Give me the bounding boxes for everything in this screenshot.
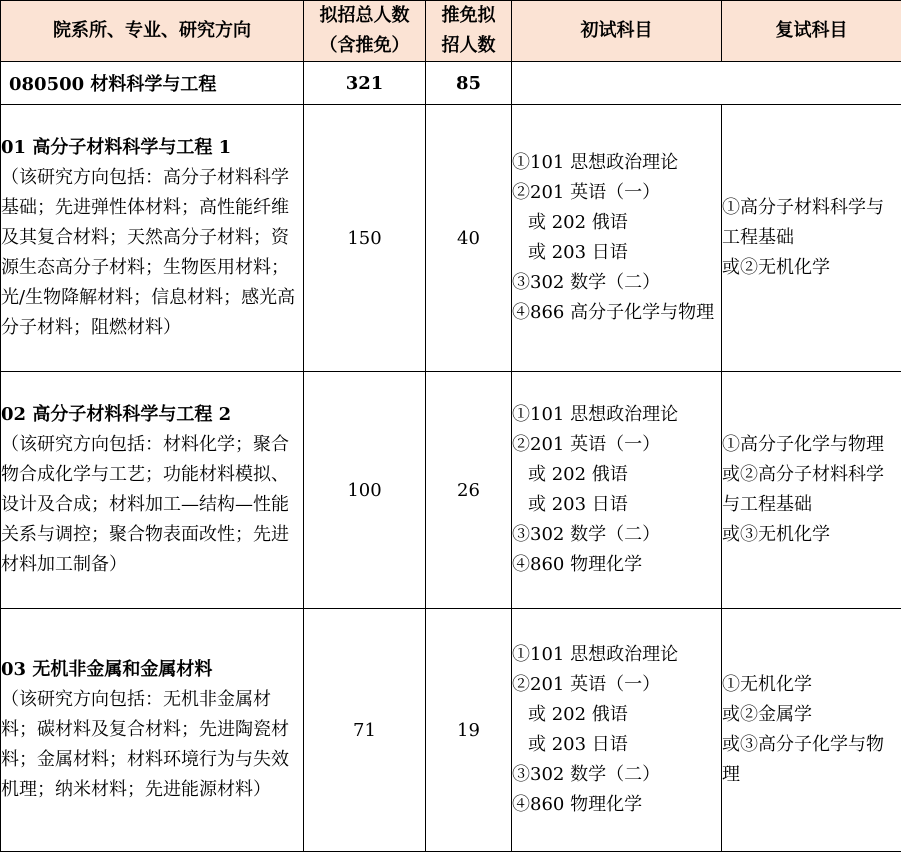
exam-subject: ④866 高分子化学与物理 (512, 302, 715, 323)
retest-subject: ①无机化学 (722, 674, 812, 695)
major-row (1, 62, 901, 105)
direction-cell (1, 609, 304, 852)
exam-subject: ①101 思想政治理论 (512, 152, 679, 173)
table-row (1, 609, 901, 852)
exam-subject: 或 202 俄语 (528, 704, 628, 725)
header-total-quota (304, 1, 426, 62)
header-exempt-quota (426, 1, 512, 62)
exam-subject: ④860 物理化学 (512, 554, 643, 575)
exam-subject: ③302 数学（二） (512, 272, 661, 293)
header-initial-exam: 初试科目 (512, 1, 722, 62)
major-total: 321 (304, 62, 426, 105)
exam-subject: 或 203 日语 (528, 242, 628, 263)
retest-subjects (722, 609, 901, 852)
table-row (1, 372, 901, 609)
exam-subject: ②201 英语（一） (512, 434, 661, 455)
table-row (1, 105, 901, 372)
direction-title: 02 高分子材料科学与工程 2 (1, 404, 232, 425)
retest-subjects (722, 372, 901, 609)
header-exempt-quota-line2: 招人数 (441, 35, 496, 56)
major-exempt: 85 (426, 62, 512, 105)
header-department: 院系所、专业、研究方向 (1, 1, 304, 62)
retest-subject: ①高分子化学与物理 (722, 434, 884, 455)
exam-subject: ②201 英语（一） (512, 674, 661, 695)
exam-subject: ②201 英语（一） (512, 182, 661, 203)
direction-exempt: 40 (426, 105, 512, 372)
direction-description: （该研究方向包括：高分子材料科学基础；先进弹性体材料；高性能纤维及其复合材料；天然高分子材料；资源生态高分子材料；生物医用材料；光/生物降解材料；信息材料；感光高分子材料；阻燃材料） (1, 167, 296, 338)
major-empty-cell (512, 62, 901, 105)
exam-subject: 或 203 日语 (528, 734, 628, 755)
exam-subject: ④860 物理化学 (512, 794, 643, 815)
exam-subject: ③302 数学（二） (512, 764, 661, 785)
direction-total: 71 (304, 609, 426, 852)
table-header-row (1, 1, 901, 62)
retest-subject: 或②金属学 (722, 704, 812, 725)
exam-subject: 或 203 日语 (528, 494, 628, 515)
exam-subject: ③302 数学（二） (512, 524, 661, 545)
retest-subject: 或②高分子材料科学与工程基础 (722, 464, 884, 515)
exam-subject: 或 202 俄语 (528, 464, 628, 485)
direction-title: 01 高分子材料科学与工程 1 (1, 137, 232, 158)
retest-subject: ①高分子材料科学与工程基础 (722, 197, 884, 248)
direction-cell (1, 372, 304, 609)
direction-cell (1, 105, 304, 372)
major-name: 080500 材料科学与工程 (1, 62, 304, 105)
header-total-quota-line1: 拟招总人数 (319, 5, 410, 26)
initial-exam-subjects (512, 105, 722, 372)
direction-exempt: 26 (426, 372, 512, 609)
direction-title: 03 无机非金属和金属材料 (1, 659, 213, 680)
direction-description: （该研究方向包括：无机非金属材料；碳材料及复合材料；先进陶瓷材料；金属材料；材料环境行为与失效机理；纳米材料；先进能源材料） (1, 689, 289, 800)
initial-exam-subjects (512, 372, 722, 609)
exam-subject: ①101 思想政治理论 (512, 644, 679, 665)
retest-subject: 或②无机化学 (722, 257, 830, 278)
header-retest: 复试科目 (722, 1, 901, 62)
direction-total: 100 (304, 372, 426, 609)
header-exempt-quota-line1: 推免拟 (441, 5, 496, 26)
exam-subject: ①101 思想政治理论 (512, 404, 679, 425)
retest-subject: 或③无机化学 (722, 524, 830, 545)
header-total-quota-line2: （含推免） (319, 35, 410, 56)
exam-subject: 或 202 俄语 (528, 212, 628, 233)
direction-exempt: 19 (426, 609, 512, 852)
direction-description: （该研究方向包括：材料化学；聚合物合成化学与工艺；功能材料模拟、设计及合成；材料加工—结构—性能关系与调控；聚合物表面改性；先进材料加工制备） (1, 434, 289, 575)
initial-exam-subjects (512, 609, 722, 852)
direction-total: 150 (304, 105, 426, 372)
retest-subject: 或③高分子化学与物理 (722, 734, 884, 785)
retest-subjects (722, 105, 901, 372)
